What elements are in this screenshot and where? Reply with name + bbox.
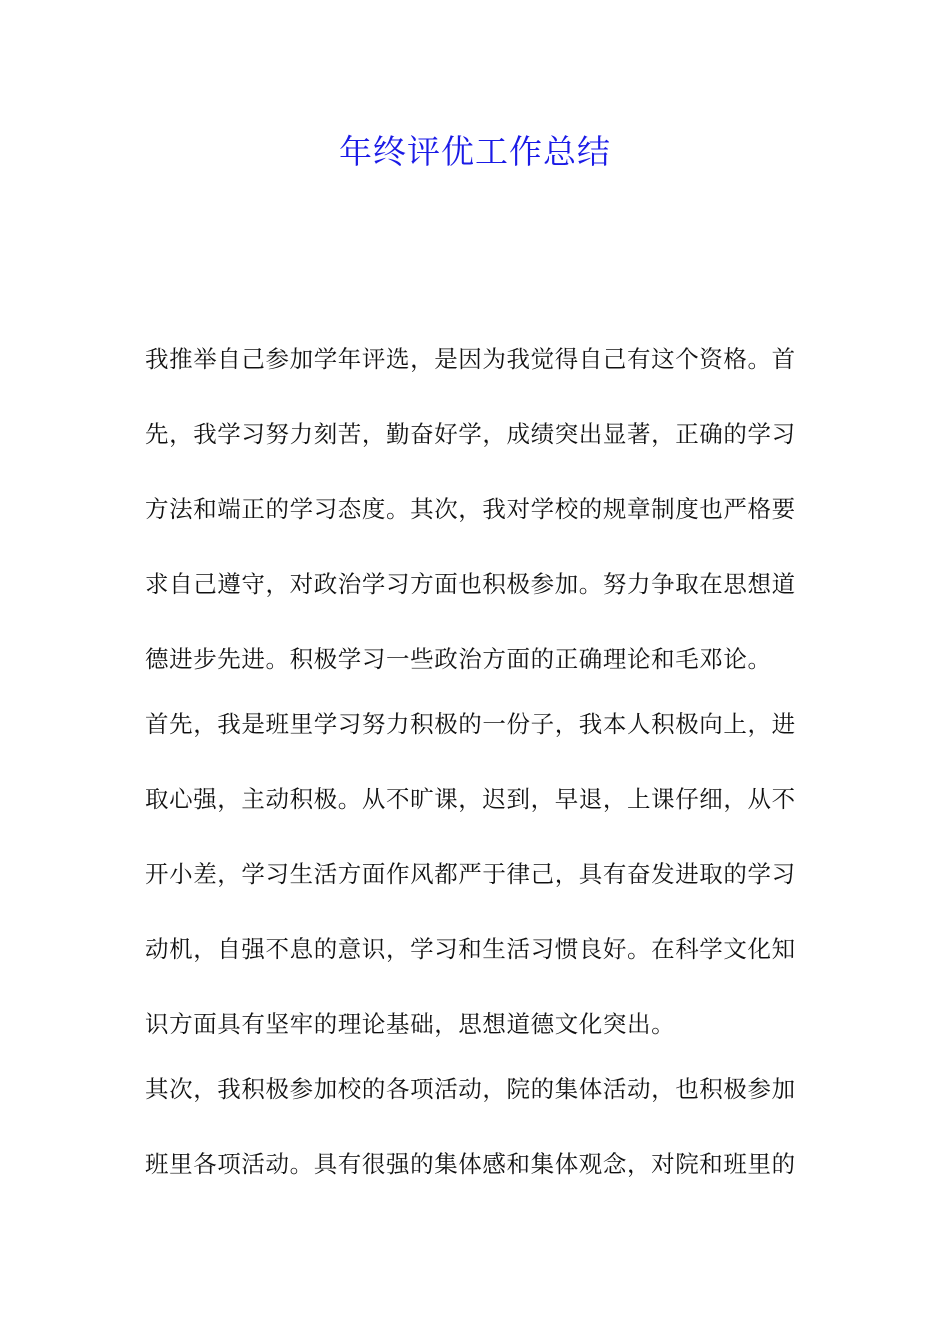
document-title: 年终评优工作总结 bbox=[339, 132, 611, 171]
body-line: 取心强，主动积极。从不旷课，迟到，早退，上课仔细，从不 bbox=[145, 785, 796, 813]
body-line: 我推举自己参加学年评选，是因为我觉得自己有这个资格。首 bbox=[145, 345, 796, 373]
body-line: 求自己遵守，对政治学习方面也积极参加。努力争取在思想道 bbox=[145, 570, 796, 598]
body-line: 识方面具有坚牢的理论基础，思想道德文化突出。 bbox=[145, 1010, 676, 1038]
body-line: 首先，我是班里学习努力积极的一份子，我本人积极向上，进 bbox=[145, 710, 796, 738]
body-line: 方法和端正的学习态度。其次，我对学校的规章制度也严格要 bbox=[145, 495, 796, 523]
body-line: 其次，我积极参加校的各项活动，院的集体活动，也积极参加 bbox=[145, 1075, 796, 1103]
body-line: 班里各项活动。具有很强的集体感和集体观念，对院和班里的 bbox=[145, 1150, 796, 1178]
document-body bbox=[145, 338, 805, 1218]
body-line: 动机，自强不息的意识，学习和生活习惯良好。在科学文化知 bbox=[145, 935, 796, 963]
body-line: 开小差，学习生活方面作风都严于律己，具有奋发进取的学习 bbox=[145, 860, 796, 888]
body-line: 先，我学习努力刻苦，勤奋好学，成绩突出显著，正确的学习 bbox=[145, 420, 796, 448]
body-line: 德进步先进。积极学习一些政治方面的正确理论和毛邓论。 bbox=[145, 645, 772, 673]
